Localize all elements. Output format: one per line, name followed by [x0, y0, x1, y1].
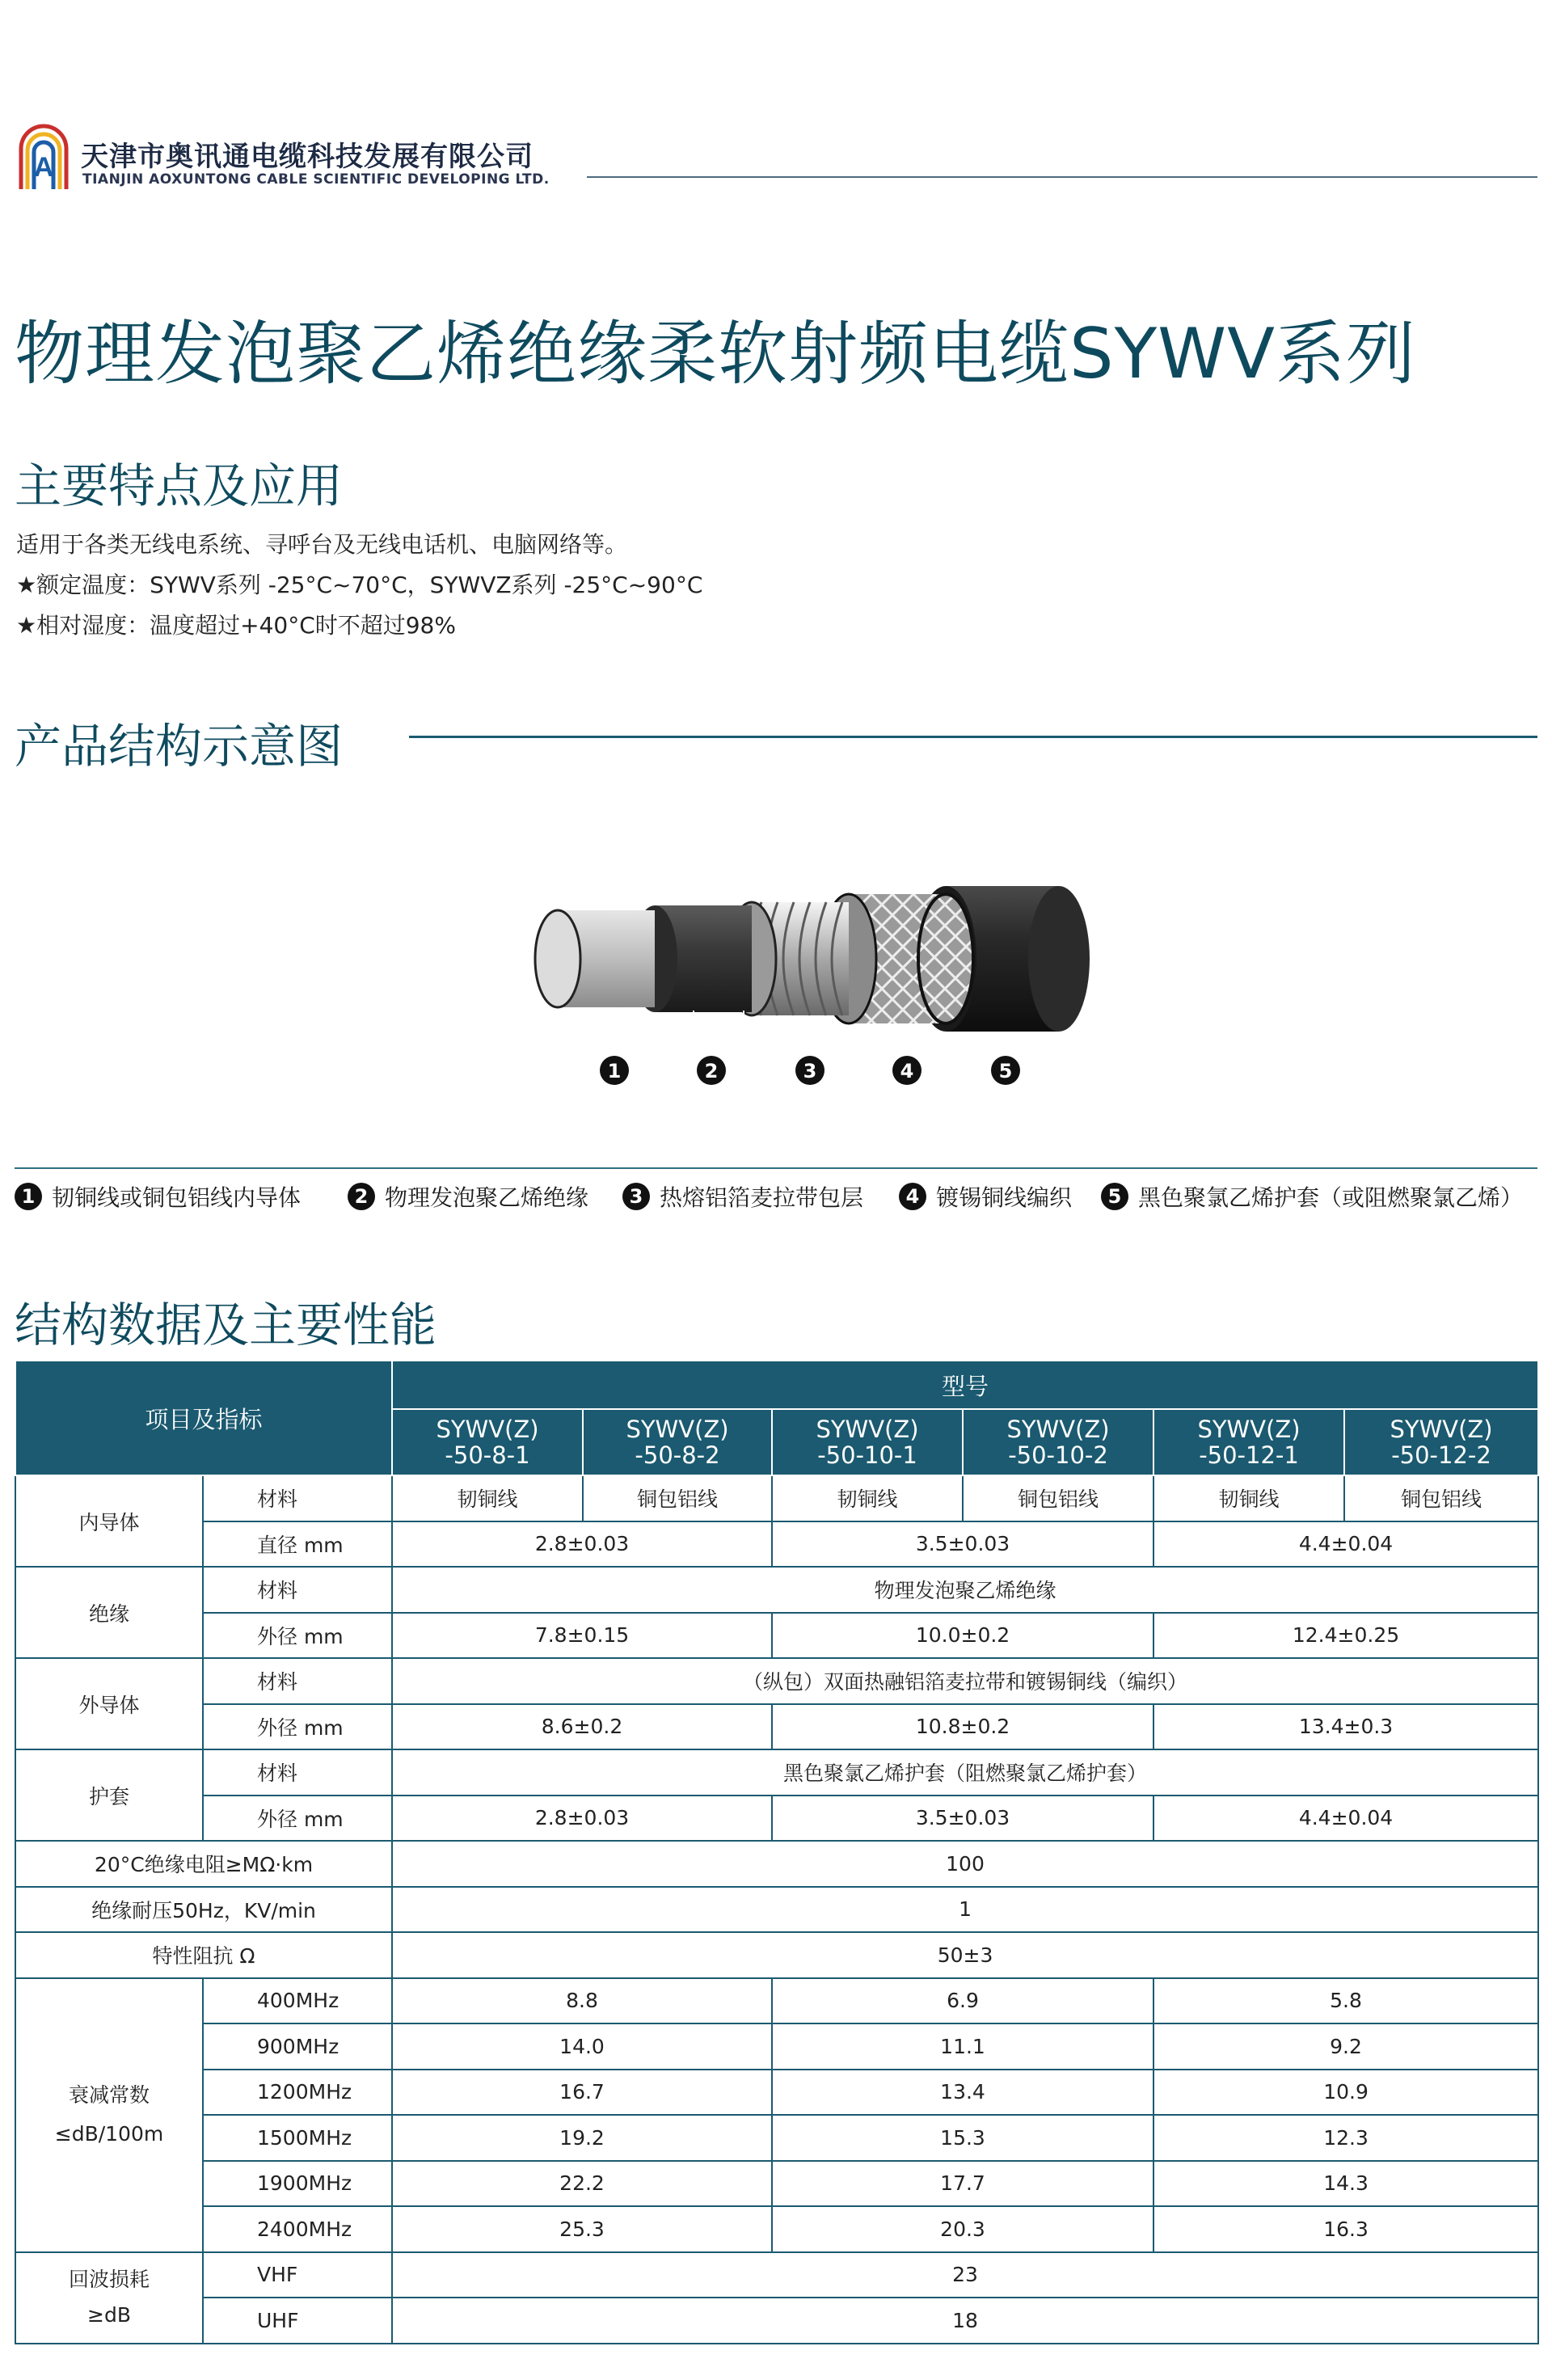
- table-cell: 1: [392, 1887, 1538, 1933]
- table-cell: 10.0±0.2: [772, 1613, 1153, 1659]
- row-category: 20°C绝缘电阻≥MΩ·km: [15, 1841, 392, 1887]
- table-cell: 15.3: [772, 2115, 1153, 2161]
- legend-number: 2: [348, 1183, 375, 1210]
- legend-label: 镀锡铜线编织: [936, 1184, 1073, 1211]
- row-subitem: 材料: [203, 1475, 392, 1521]
- cable-structure-diagram: [493, 873, 1107, 1099]
- row-subitem: 2400MHz: [203, 2206, 392, 2252]
- table-row: [15, 2161, 1538, 2207]
- row-subitem: VHF: [203, 2252, 392, 2298]
- marker-4-label: 4: [900, 1060, 914, 1082]
- table-row: [15, 1932, 1538, 1978]
- table-cell: 韧铜线: [772, 1475, 963, 1521]
- table-row: [15, 1887, 1538, 1933]
- logo-letter: A: [33, 152, 54, 183]
- marker-1-label: 1: [607, 1060, 622, 1082]
- table-cell: 100: [392, 1841, 1538, 1887]
- legend-number: 1: [15, 1183, 42, 1210]
- legend-label: 韧铜线或铜包铝线内导体: [52, 1184, 302, 1211]
- structure-legend: [15, 1180, 1537, 1216]
- legend-item: [15, 1180, 301, 1213]
- item-header: 项目及指标: [15, 1361, 392, 1475]
- model-col: [772, 1409, 963, 1475]
- table-cell: 韧铜线: [392, 1475, 583, 1521]
- model-series: SYWV(Z): [436, 1416, 539, 1443]
- row-category-return-loss: [15, 2252, 203, 2344]
- table-cell: 6.9: [772, 1978, 1153, 2024]
- table-cell: 16.3: [1153, 2206, 1538, 2252]
- row-subitem: 1900MHz: [203, 2161, 392, 2207]
- model-spec: -50-10-1: [817, 1441, 917, 1469]
- model-header: 型号: [392, 1361, 1538, 1409]
- row-subitem: 外径 mm: [203, 1704, 392, 1750]
- legend-number: 5: [1101, 1183, 1128, 1210]
- table-cell: 23: [392, 2252, 1538, 2298]
- legend-label: 黑色聚氯乙烯护套（或阻燃聚氯乙烯）: [1138, 1184, 1524, 1211]
- table-cell: 14.0: [392, 2023, 772, 2070]
- table-cell: 3.5±0.03: [772, 1796, 1153, 1842]
- model-col: [583, 1409, 772, 1475]
- model-spec: -50-8-1: [445, 1441, 530, 1469]
- return-loss-unit: ≥dB: [87, 2303, 131, 2327]
- table-cell: 韧铜线: [1153, 1475, 1344, 1521]
- table-cell: 8.8: [392, 1978, 772, 2024]
- table-cell: 2.8±0.03: [392, 1796, 772, 1842]
- table-row: [15, 1841, 1538, 1887]
- table-row: [15, 1658, 1538, 1704]
- features-heading: 主要特点及应用: [15, 458, 344, 513]
- row-category: 绝缘耐压50Hz，KV/min: [15, 1887, 392, 1933]
- table-row: [15, 1567, 1538, 1613]
- table-row: [15, 1749, 1538, 1796]
- table-row: [15, 2023, 1538, 2070]
- table-cell: 12.3: [1153, 2115, 1538, 2161]
- structure-heading: 产品结构示意图: [15, 719, 344, 774]
- legend-divider: [15, 1167, 1537, 1169]
- marker-2-label: 2: [704, 1060, 719, 1082]
- model-series: SYWV(Z): [626, 1416, 729, 1443]
- table-cell: 7.8±0.15: [392, 1613, 772, 1659]
- table-cell: 18: [392, 2298, 1538, 2344]
- row-subitem: 1500MHz: [203, 2115, 392, 2161]
- model-series: SYWV(Z): [1390, 1416, 1493, 1443]
- row-category-attenuation: [15, 1978, 203, 2252]
- table-cell: 铜包铝线: [963, 1475, 1153, 1521]
- row-subitem: 外径 mm: [203, 1613, 392, 1659]
- table-cell: 2.8±0.03: [392, 1521, 772, 1568]
- feature-line: ★额定温度：SYWV系列 -25°C~70°C，SYWVZ系列 -25°C~90°C: [16, 572, 703, 598]
- row-subitem: 900MHz: [203, 2023, 392, 2070]
- row-subitem: UHF: [203, 2298, 392, 2344]
- model-series: SYWV(Z): [816, 1416, 919, 1443]
- table-cell: 10.9: [1153, 2070, 1538, 2116]
- table-cell: 8.6±0.2: [392, 1704, 772, 1750]
- table-cell: 物理发泡聚乙烯绝缘: [392, 1567, 1538, 1613]
- row-subitem: 材料: [203, 1658, 392, 1704]
- model-series: SYWV(Z): [1197, 1416, 1301, 1443]
- marker-3-label: 3: [803, 1060, 817, 1082]
- legend-item: [1101, 1180, 1523, 1213]
- table-cell: 3.5±0.03: [772, 1521, 1153, 1568]
- table-row: [15, 2206, 1538, 2252]
- return-loss-label: 回波损耗: [68, 2268, 150, 2291]
- company-logo: [15, 120, 73, 191]
- model-spec: -50-10-2: [1008, 1441, 1108, 1469]
- legend-item: [622, 1180, 863, 1213]
- company-name-en: TIANJIN AOXUNTONG CABLE SCIENTIFIC DEVELOPING LTD.: [82, 171, 550, 188]
- attenuation-label: 衰减常数: [68, 2083, 150, 2107]
- legend-label: 热熔铝箔麦拉带包层: [660, 1184, 864, 1211]
- legend-item: [348, 1180, 588, 1213]
- table-cell: （纵包）双面热融铝箔麦拉带和镀锡铜线（编织）: [392, 1658, 1538, 1704]
- model-spec: -50-8-2: [635, 1441, 720, 1469]
- row-subitem: 材料: [203, 1567, 392, 1613]
- table-row: [15, 1978, 1538, 2024]
- table-cell: 12.4±0.25: [1153, 1613, 1538, 1659]
- row-subitem: 400MHz: [203, 1978, 392, 2024]
- feature-line: 适用于各类无线电系统、寻呼台及无线电话机、电脑网络等。: [16, 531, 628, 558]
- table-cell: 铜包铝线: [583, 1475, 772, 1521]
- company-name-cn: 天津市奥讯通电缆科技发展有限公司: [81, 141, 534, 173]
- table-cell: 19.2: [392, 2115, 772, 2161]
- row-category: 绝缘: [15, 1567, 203, 1658]
- legend-item: [899, 1180, 1072, 1213]
- row-subitem: 外径 mm: [203, 1796, 392, 1842]
- legend-number: 4: [899, 1183, 926, 1210]
- table-cell: 铜包铝线: [1344, 1475, 1538, 1521]
- table-row: [15, 2115, 1538, 2161]
- row-subitem: 材料: [203, 1749, 392, 1796]
- row-category: 护套: [15, 1749, 203, 1841]
- table-cell: 9.2: [1153, 2023, 1538, 2070]
- table-row: [15, 2298, 1538, 2344]
- table-cell: 11.1: [772, 2023, 1153, 2070]
- page-title: 物理发泡聚乙烯绝缘柔软射频电缆SYWV系列: [15, 314, 1416, 395]
- legend-label: 物理发泡聚乙烯绝缘: [385, 1184, 589, 1211]
- row-category: 外导体: [15, 1658, 203, 1749]
- structure-heading-rule: [409, 736, 1537, 738]
- row-category: 内导体: [15, 1475, 203, 1567]
- table-cell: 16.7: [392, 2070, 772, 2116]
- table-cell: 10.8±0.2: [772, 1704, 1153, 1750]
- table-cell: 17.7: [772, 2161, 1153, 2207]
- table-row: [15, 1475, 1538, 1521]
- table-cell: 25.3: [392, 2206, 772, 2252]
- model-spec: -50-12-1: [1199, 1441, 1299, 1469]
- spec-table: [15, 1360, 1539, 2344]
- table-row: [15, 1521, 1538, 1568]
- model-col: [963, 1409, 1153, 1475]
- model-spec: -50-12-2: [1391, 1441, 1491, 1469]
- table-cell: 13.4: [772, 2070, 1153, 2116]
- legend-number: 3: [622, 1183, 650, 1210]
- row-subitem: 1200MHz: [203, 2070, 392, 2116]
- table-heading: 结构数据及主要性能: [15, 1298, 437, 1352]
- model-col: [392, 1409, 583, 1475]
- table-cell: 50±3: [392, 1932, 1538, 1978]
- table-cell: 4.4±0.04: [1153, 1521, 1538, 1568]
- table-row: [15, 2252, 1538, 2298]
- table-cell: 黑色聚氯乙烯护套（阻燃聚氯乙烯护套）: [392, 1749, 1538, 1796]
- model-col: [1153, 1409, 1344, 1475]
- table-row: [15, 1704, 1538, 1750]
- model-series: SYWV(Z): [1006, 1416, 1110, 1443]
- header-divider: [587, 176, 1537, 178]
- table-row: [15, 1613, 1538, 1659]
- feature-line: ★相对湿度：温度超过+40°C时不超过98%: [16, 612, 456, 639]
- table-cell: 13.4±0.3: [1153, 1704, 1538, 1750]
- table-cell: 14.3: [1153, 2161, 1538, 2207]
- row-subitem: 直径 mm: [203, 1521, 392, 1568]
- model-col: [1344, 1409, 1538, 1475]
- marker-5-label: 5: [998, 1060, 1013, 1082]
- table-cell: 4.4±0.04: [1153, 1796, 1538, 1842]
- table-row: [15, 1796, 1538, 1842]
- table-row: [15, 2070, 1538, 2116]
- row-category: 特性阻抗 Ω: [15, 1932, 392, 1978]
- table-cell: 22.2: [392, 2161, 772, 2207]
- table-cell: 5.8: [1153, 1978, 1538, 2024]
- attenuation-unit: ≤dB/100m: [54, 2122, 164, 2146]
- table-cell: 20.3: [772, 2206, 1153, 2252]
